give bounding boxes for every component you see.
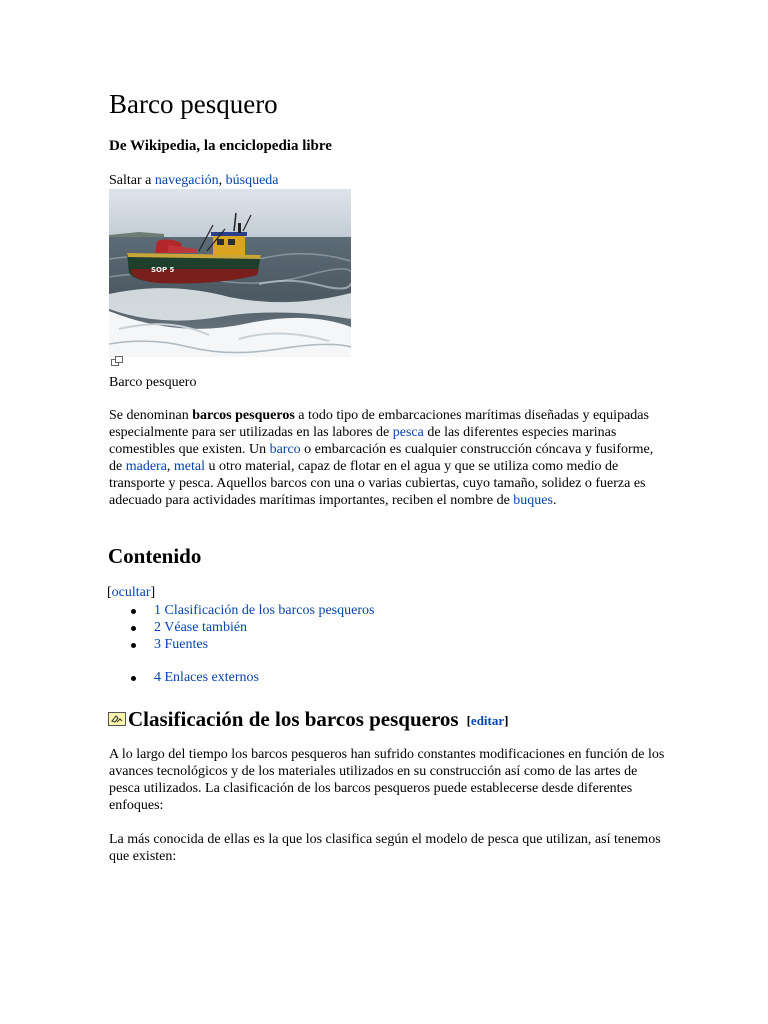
edit-bracket: [ bbox=[466, 713, 471, 728]
edit-link[interactable]: editar bbox=[470, 713, 505, 728]
intro-paragraph bbox=[109, 407, 669, 509]
search-link[interactable]: búsqueda bbox=[225, 173, 279, 188]
toc-link[interactable]: 2 Véase también bbox=[154, 620, 248, 635]
section-heading-text: Clasificación de los barcos pesqueros bbox=[128, 707, 459, 731]
enlarge-icon[interactable] bbox=[111, 356, 123, 366]
jump-separator: , bbox=[218, 173, 226, 188]
toc-hide-link[interactable]: ocultar bbox=[111, 585, 151, 600]
toc-toggle bbox=[107, 584, 155, 601]
intro-text: de las diferentes especies marinas comestibles que existen. Un bbox=[109, 425, 617, 457]
page-tagline: De Wikipedia, la enciclopedia libre bbox=[109, 138, 332, 154]
intro-text: o embarcación es cualquier construcción cóncava y fusiforme, de bbox=[109, 442, 654, 474]
page-title: Barco pesquero bbox=[109, 89, 278, 119]
toc-link[interactable]: 3 Fuentes bbox=[154, 637, 209, 652]
buques-link[interactable]: buques bbox=[513, 493, 553, 508]
toc-link[interactable]: 1 Clasificación de los barcos pesqueros bbox=[154, 603, 375, 618]
intro-bold-term: barcos pesqueros bbox=[192, 408, 295, 423]
broken-image-icon bbox=[108, 712, 126, 726]
edit-section bbox=[467, 707, 509, 735]
intro-text: , bbox=[166, 459, 174, 474]
barco-link[interactable]: barco bbox=[269, 442, 301, 457]
toc-bracket: [ bbox=[107, 585, 112, 600]
fishing-boat-photo[interactable] bbox=[109, 189, 351, 357]
madera-link[interactable]: madera bbox=[125, 459, 167, 474]
bullet-icon bbox=[131, 609, 136, 614]
section-paragraph: La más conocida de ellas es la que los clasifica según el modelo de pesca que utilizan, así tenemos que existen: bbox=[109, 832, 661, 864]
toc-link[interactable]: 4 Enlaces externos bbox=[154, 670, 259, 685]
intro-text: u otro material, capaz de flotar en el agua y que se utiliza como medio de transporte y pesca. Aquellos barcos con una o varias cubiertas, cuyo tamaño, solidez o fuerza es adecuado para actividades marítimas importantes, reciben el nombre de bbox=[109, 459, 646, 508]
toc-bracket: ] bbox=[150, 585, 156, 600]
section-paragraph: A lo largo del tiempo los barcos pesqueros han sufrido constantes modificaciones en función de los avances tecnológicos y de los materiales utilizados en su construcción así como de las artes de pesca utilizados. La clasificación de los barcos pesqueros puede establecerse desde diferentes enfoques: bbox=[109, 747, 665, 813]
boat-hull-code: SOP 5 bbox=[151, 266, 175, 274]
bullet-icon bbox=[131, 626, 136, 631]
bullet-icon bbox=[131, 643, 136, 648]
pesca-link[interactable]: pesca bbox=[392, 425, 424, 440]
section-heading bbox=[108, 705, 508, 733]
navigation-link[interactable]: navegación bbox=[154, 173, 219, 188]
bullet-icon bbox=[131, 676, 136, 681]
jump-links bbox=[109, 172, 279, 190]
toc-title: Contenido bbox=[108, 544, 202, 568]
edit-bracket: ] bbox=[504, 713, 509, 728]
intro-text: . bbox=[552, 493, 557, 508]
metal-link[interactable]: metal bbox=[173, 459, 206, 474]
jump-prefix: Saltar a bbox=[109, 173, 155, 188]
image-caption: Barco pesquero bbox=[109, 375, 197, 390]
intro-text: a todo tipo de embarcaciones marítimas diseñadas y equipadas especialmente para ser utilizadas en las labores de bbox=[109, 408, 649, 440]
intro-text: Se denominan bbox=[109, 408, 193, 423]
